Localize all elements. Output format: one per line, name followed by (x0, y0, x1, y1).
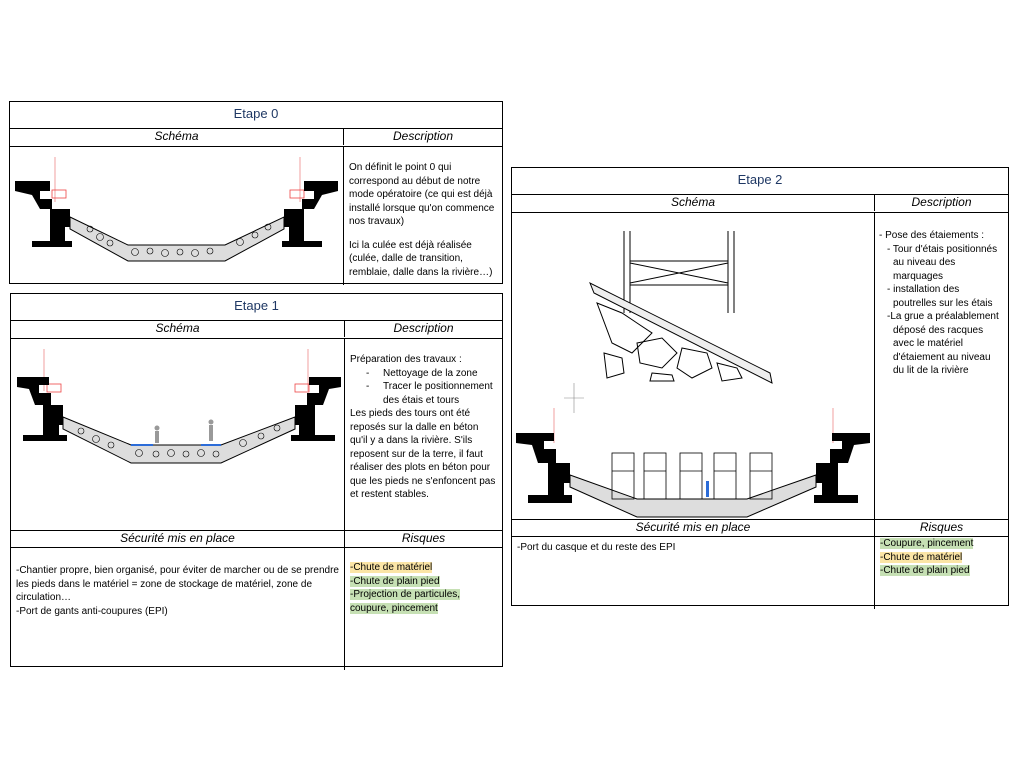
etape1-securite-header: Sécurité mis en place (11, 531, 345, 547)
etape0-schema-drawing (10, 147, 343, 285)
etape1-securite (11, 548, 345, 670)
etape1-description-item: - Nettoyage de la zone (350, 367, 497, 381)
etape1-description-item: - Tracer le positionnement des étais et tours (350, 380, 497, 407)
etape0-schema-header: Schéma (10, 129, 344, 145)
etape2-schema-drawing (512, 213, 874, 519)
etape1-risques (345, 548, 502, 670)
etape2-description-list (879, 243, 1004, 378)
etape0-description-p2: Ici la culée est déjà réalisée (culée, dalle de transition, remblaie, dalle dans la rivière…) (349, 239, 493, 278)
etape2-table (511, 167, 1009, 606)
etape1-description (345, 339, 502, 530)
etape1-risque-item: -Projection de particules, coupure, pincement (350, 589, 461, 614)
etape1-risque-item: -Chute de matériel (350, 562, 433, 573)
etape2-description-item: - installation des poutrelles sur les étais (887, 284, 993, 309)
etape1-description-intro: Préparation des travaux : (350, 354, 462, 365)
etape1-schema-header: Schéma (11, 321, 345, 337)
etape1-table (10, 293, 503, 667)
etape2-title: Etape 2 (512, 168, 1008, 195)
etape2-securite-header: Sécurité mis en place (512, 520, 875, 536)
etape2-securite (512, 537, 875, 609)
etape2-risque-item: -Coupure, pincement (880, 538, 974, 549)
etape2-risques-header: Risques (919, 520, 964, 534)
etape1-description-list (350, 367, 497, 408)
etape2-risque-item: -Chute de plain pied (880, 565, 970, 576)
etape1-securite-item: -Port de gants anti-coupures (EPI) (16, 605, 168, 617)
etape1-schema-cell (11, 339, 345, 530)
etape2-description-item: -La grue a préalablement déposé des racques avec le matériel d'étaiement au niveau du lit de la rivière (887, 311, 999, 376)
etape0-description-p1: On définit le point 0 qui correspond au début de notre mode opératoire (ce qui est déjà installé lorsque qu'on commence nos travaux) (349, 162, 495, 227)
etape1-risque-item: -Chute de plain pied (350, 575, 440, 587)
etape2-description (875, 213, 1008, 519)
etape0-schema-cell (10, 147, 344, 285)
etape1-schema-drawing (11, 339, 344, 529)
etape0-table (9, 101, 503, 284)
etape2-description-intro: - Pose des étaiements : (879, 230, 985, 241)
etape0-description-header: Description (392, 129, 454, 143)
etape2-description-header: Description (911, 195, 972, 209)
etape1-securite-item: -Chantier propre, bien organisé, pour éviter de marcher ou de se prendre les pieds dans le matériel = zone de stockage de matériel, zone de circulation… (16, 565, 339, 603)
etape2-schema-header: Schéma (512, 195, 875, 211)
etape1-risques-header: Risques (401, 531, 446, 545)
etape2-detail-view (590, 231, 772, 383)
etape2-risque-item: -Chute de matériel (880, 551, 963, 563)
etape1-description-body: Les pieds des tours ont été reposés sur la dalle en béton qu'il y a dans la rivière. S'ils reposent sur de la terre, il faut réaliser des plots en béton pour que les pieds ne s'enfoncent pas et restent stables. (350, 408, 496, 500)
etape2-description-item: - Tour d'étais positionnés au niveau des marquages (887, 243, 998, 282)
etape2-risques (875, 537, 1008, 609)
etape1-description-header: Description (393, 321, 454, 335)
etape0-title: Etape 0 (10, 102, 502, 129)
etape2-securite-item: -Port du casque et du reste des EPI (517, 542, 676, 553)
etape1-title: Etape 1 (11, 294, 502, 321)
etape2-schema-cell (512, 213, 875, 519)
etape0-description (344, 147, 502, 285)
